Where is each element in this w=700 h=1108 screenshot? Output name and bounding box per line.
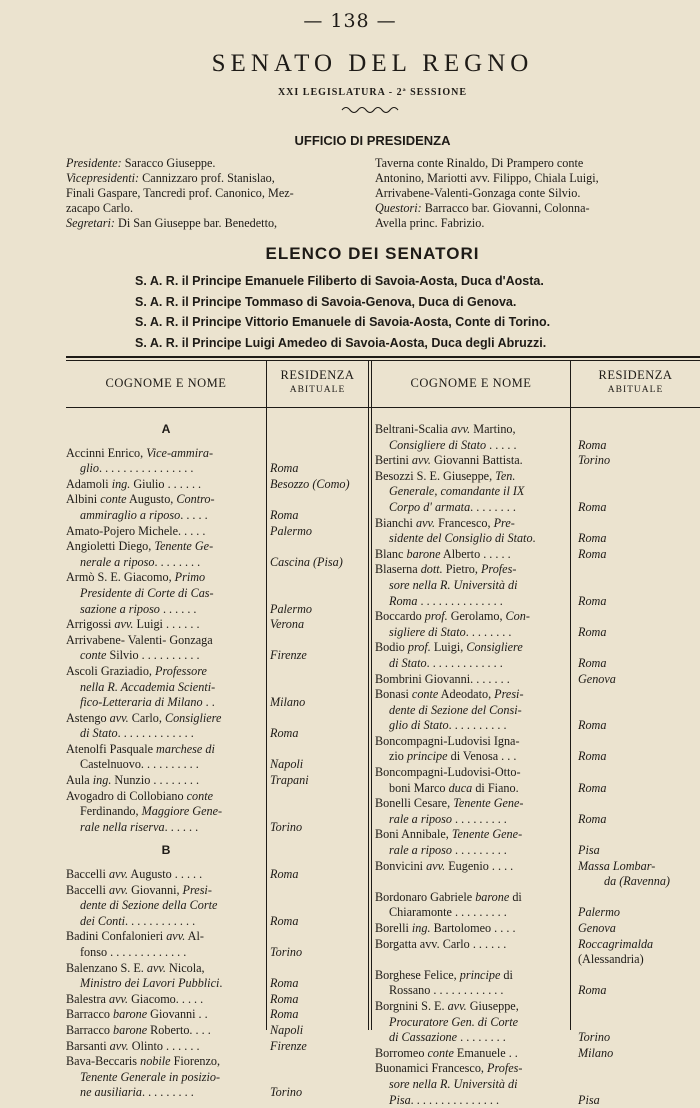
senator-entry-line: [375, 983, 607, 999]
presidenza-line: zacapo Carlo.: [66, 201, 133, 215]
senator-name: nerale a riposo. . . . . . . .: [80, 554, 201, 569]
senator-name: zio principe di Venosa . . .: [389, 749, 517, 764]
header-cognome-right: COGNOME E NOME: [410, 376, 532, 390]
senator-entry-line: [375, 936, 654, 953]
presidenza-line: Segretari: Di San Giuseppe bar. Benedetto,: [66, 216, 278, 230]
section-title-elenco: ELENCO DEI SENATORI: [265, 244, 480, 263]
senator-name: di Stato. . . . . . . . . . . . .: [80, 726, 194, 741]
prince-line: S. A. R. il Principe Emanuele Filiberto di Savoia-Aosta, Duca d'Aosta.: [135, 274, 544, 288]
senator-name: Blanc barone Alberto . . . . .: [375, 546, 511, 561]
senator-entry-line: [66, 913, 299, 930]
senator-entry-line: [375, 593, 607, 610]
table-header-rule: [66, 407, 700, 408]
residence: Torino: [270, 819, 303, 834]
senator-entry-line: [66, 898, 266, 914]
senator-entry-line: [375, 796, 570, 812]
senator-entry-line: [66, 633, 266, 649]
header-residenza-left: [267, 368, 368, 395]
senator-entry-line: [375, 1077, 570, 1093]
senator-name: Bodio prof. Luigi, Consigliere: [375, 640, 523, 655]
senator-name: Boncompagni-Ludovisi Igna-: [375, 733, 520, 748]
senator-name: Procuratore Gen. di Corte: [389, 1014, 519, 1029]
senator-entry-line: [66, 742, 266, 758]
senator-entry-line: [66, 601, 312, 618]
senator-entry-line: [66, 961, 266, 977]
senator-entry-line: [66, 1022, 304, 1039]
residence: Verona: [270, 617, 305, 632]
residence: Genova: [578, 671, 616, 686]
senator-name: boni Marco duca di Fiano.: [389, 780, 519, 795]
senator-name: sore nella R. Università di: [389, 577, 518, 592]
senator-name: Roma . . . . . . . . . . . . . .: [389, 593, 503, 608]
senator-entry-line: [375, 531, 607, 547]
senator-name: Tenente Generale in posizio-: [80, 1069, 221, 1084]
residence: Roma: [270, 461, 299, 476]
senator-name: fico-Letteraria di Milano . .: [80, 695, 215, 710]
senator-entry-line: [66, 804, 266, 820]
senator-entry-line: [375, 1015, 570, 1031]
residence: Trapani: [270, 773, 309, 788]
senator-entry-line: [375, 811, 607, 828]
table-top-rule-thin: [66, 360, 700, 361]
residence: Massa Lombar-: [578, 858, 656, 873]
presidenza-left-column: [66, 156, 364, 231]
residence: Roma: [270, 991, 299, 1006]
senator-entry-line: [375, 1061, 570, 1077]
residence: Roma: [578, 718, 607, 733]
senator-entry-line: [66, 819, 303, 836]
senator-entry-line: [375, 780, 607, 797]
senator-name: Castelnuovo. . . . . . . . . .: [80, 757, 199, 772]
senator-entry-line: [375, 734, 570, 750]
senator-entry-line: [66, 446, 266, 462]
senator-entry-line: [66, 680, 266, 696]
senator-name: Bertini avv. Giovanni Battista.: [375, 453, 523, 468]
presidenza-line: Questori: Barracco bar. Giovanni, Colonna-: [375, 201, 590, 215]
residence: Roma: [270, 507, 299, 522]
residence: Torino: [270, 1085, 303, 1100]
senator-name: Bordonaro Gabriele barone di: [375, 889, 522, 904]
column-divider: [266, 361, 267, 1030]
senator-name: Rossano . . . . . . . . . . . .: [389, 983, 504, 998]
senator-entry-line: [375, 921, 616, 937]
senator-entry-line: [375, 718, 607, 734]
senator-entry-line: [66, 883, 266, 899]
senator-entry-line: [375, 1092, 600, 1108]
senator-name: Armò S. E. Giacomo, Primo: [66, 570, 206, 585]
residence: Roccagrimalda: [578, 936, 654, 951]
senator-name: rale nella riserva. . . . . .: [80, 819, 199, 834]
senator-name: Boncompagni-Ludovisi-Otto-: [375, 765, 521, 780]
senator-entry-line: [375, 968, 570, 984]
senator-name: Barsanti avv. Olinto . . . . . .: [66, 1038, 200, 1053]
residence: Roma: [270, 726, 299, 741]
page-number: — 138 —: [303, 10, 397, 32]
spacer: [66, 859, 266, 867]
residence: Firenze: [270, 1038, 307, 1053]
senator-name: [375, 874, 378, 888]
spacer: [66, 438, 266, 446]
prince-line: S. A. R. il Principe Luigi Amedeo di Savoia-Aosta, Duca degli Abruzzi.: [135, 335, 547, 350]
senator-name: Ascoli Graziadio, Professore: [66, 663, 207, 678]
section-letter: A: [161, 422, 171, 436]
senator-entry-line: [375, 765, 570, 781]
senator-entry-line: [375, 422, 570, 438]
residence: Roma: [270, 867, 299, 882]
senator-entry-line: [375, 640, 570, 656]
residence: Roma: [578, 983, 607, 998]
presidenza-line: Finali Gaspare, Tancredi prof. Canonico, Mez-: [66, 186, 294, 200]
senator-entry-line: [66, 991, 299, 1008]
senator-name: sazione a riposo . . . . . .: [80, 601, 197, 616]
senator-name: Chiaramonte . . . . . . . . .: [389, 905, 507, 920]
senator-entry-line: [375, 687, 570, 703]
senator-entry-line: [66, 664, 266, 680]
senator-name: Presidente di Corte di Cas-: [80, 585, 214, 600]
senator-name: Corpo d' armata. . . . . . . .: [389, 499, 516, 514]
senator-entry-line: [66, 476, 350, 493]
senator-name: Bianchi avv. Francesco, Pre-: [375, 515, 515, 530]
senator-entry-line: [375, 671, 616, 688]
senator-name: dei Conti. . . . . . . . . . . .: [80, 913, 196, 928]
senator-name: Barracco barone Roberto. . . .: [66, 1022, 211, 1037]
residence: Palermo: [270, 523, 312, 538]
page-subtitle: XXI LEGISLATURA - 2ª SESSIONE: [277, 87, 468, 98]
senator-name: Bonelli Cesare, Tenente Gene-: [375, 796, 524, 811]
residence: Pisa: [578, 843, 600, 858]
senator-entry-line: [66, 1054, 266, 1070]
presidenza-line: Vicepresidenti: Cannizzaro prof. Stanislao,: [66, 171, 275, 185]
senator-entry-line: [375, 562, 570, 578]
senator-name: dente di Sezione della Corte: [80, 898, 218, 913]
senator-entry-line: [375, 905, 620, 921]
column-divider: [570, 361, 571, 1030]
senator-entry-line: [375, 890, 570, 906]
residence: Roma: [578, 811, 607, 826]
header-cognome-left: COGNOME E NOME: [105, 376, 227, 390]
senator-name: Badini Confalonieri avv. Al-: [66, 929, 204, 944]
residence: Palermo: [578, 905, 620, 920]
senator-entry-line: [66, 867, 299, 883]
senator-entry-line: [375, 1030, 611, 1046]
senator-name: Borghese Felice, principe di: [375, 967, 513, 982]
senator-name: rale a riposo . . . . . . . . .: [389, 843, 507, 858]
senator-name: Ferdinando, Maggiore Gene-: [80, 804, 223, 819]
presidenza-line: Avella princ. Fabrizio.: [375, 216, 485, 230]
senator-name: Generale, comandante il IX: [389, 484, 525, 499]
section-title-ufficio: UFFICIO DI PRESIDENZA: [294, 133, 451, 148]
senator-entry-line: [66, 757, 304, 773]
senator-name: Borromeo conte Emanuele . .: [375, 1045, 518, 1060]
senator-name: dente di Sezione del Consi-: [389, 702, 522, 717]
residence: Roma: [578, 624, 607, 639]
senator-entry-line: [66, 929, 266, 945]
residence: Torino: [578, 453, 611, 468]
senator-entry-line: [66, 539, 266, 555]
senator-name: [375, 952, 378, 966]
senator-name: Amato-Pojero Michele. . . . .: [66, 523, 206, 538]
senator-name: sigliere di Stato. . . . . . . .: [389, 624, 512, 639]
senator-name: Avogadro di Collobiano conte: [66, 788, 214, 803]
residence: da (Ravenna): [604, 874, 670, 889]
header-residenza-label: RESIDENZA: [280, 368, 355, 382]
senator-entry-line: [375, 749, 607, 765]
residence: Torino: [578, 1030, 611, 1045]
senators-list-right: [375, 422, 670, 1108]
senator-entry-line: [375, 469, 570, 485]
senator-entry-line: [66, 586, 266, 602]
residence: Palermo: [270, 601, 312, 616]
senator-entry-line: [375, 484, 570, 500]
senator-name: glio. . . . . . . . . . . . . . . .: [80, 461, 194, 476]
residence: Pisa: [578, 1092, 600, 1107]
senator-name: Borgnini S. E. avv. Giuseppe,: [375, 998, 519, 1013]
presidenza-line: Arrivabene-Valenti-Gonzaga conte Silvio.: [375, 186, 581, 200]
section-letter: B: [161, 843, 171, 858]
residence: Roma: [578, 593, 607, 608]
senator-entry-line: [375, 843, 600, 859]
senator-name: Angioletti Diego, Tenente Ge-: [66, 539, 214, 554]
senator-name: Albini conte Augusto, Contro-: [66, 492, 215, 507]
senator-entry-line: [375, 874, 670, 890]
residence: Napoli: [270, 1022, 304, 1037]
senator-name: Pisa. . . . . . . . . . . . . . .: [389, 1092, 500, 1107]
senator-name: Astengo avv. Carlo, Consigliere: [66, 710, 222, 725]
senator-name: ne ausiliaria. . . . . . . . .: [80, 1085, 194, 1100]
residence: (Alessandria): [578, 952, 644, 967]
senator-entry-line: [66, 1038, 307, 1055]
presidenza-line: Antonino, Mariotti avv. Filippo, Chiala Luigi,: [375, 171, 599, 185]
spacer: [66, 835, 266, 843]
senator-name: glio di Stato. . . . . . . . . .: [389, 718, 507, 733]
senator-name: Arrivabene- Valenti- Gonzaga: [66, 632, 213, 647]
senator-entry-line: [66, 945, 303, 961]
senator-entry-line: [66, 1070, 266, 1086]
residence: Roma: [270, 1007, 299, 1022]
header-abituale-label: ABITUALE: [607, 385, 664, 395]
residence: Milano: [270, 695, 306, 710]
senator-entry-line: [66, 695, 306, 711]
senator-entry-line: [375, 1045, 614, 1062]
senator-name: Boni Annibale, Tenente Gene-: [375, 827, 523, 842]
senator-entry-line: [66, 461, 299, 477]
page-title: SENATO DEL REGNO: [211, 50, 534, 77]
residence: Roma: [578, 749, 607, 764]
senator-entry-line: [66, 554, 343, 571]
senator-name: conte Silvio . . . . . . . . . .: [80, 648, 200, 663]
senator-entry-line: [375, 624, 607, 641]
princes-list: [135, 271, 655, 353]
senator-name: Atenolfi Pasquale marchese di: [66, 741, 215, 756]
senator-entry-line: [375, 655, 607, 672]
senator-name: Bombrini Giovanni. . . . . . .: [375, 671, 510, 686]
residence: Roma: [270, 976, 299, 991]
senator-name: Balestra avv. Giacomo. . . . .: [66, 991, 204, 1006]
senator-name: Baccelli avv. Augusto . . . . .: [66, 867, 203, 882]
senator-entry-line: [375, 952, 644, 968]
residence: Firenze: [270, 648, 307, 663]
header-residenza-label: RESIDENZA: [598, 368, 673, 382]
senator-entry-line: [375, 546, 607, 563]
residence: Cascina (Pisa): [270, 554, 343, 569]
senator-entry-line: [66, 648, 307, 664]
residence: Roma: [578, 531, 607, 546]
senator-name: Baccelli avv. Giovanni, Presi-: [66, 882, 212, 897]
senator-name: di Cassazione . . . . . . . .: [389, 1030, 506, 1045]
senator-name: nella R. Accademia Scienti-: [80, 679, 216, 694]
senator-entry-line: [375, 499, 607, 516]
senator-entry-line: [66, 773, 309, 789]
senator-entry-line: [375, 437, 607, 454]
column-divider: [371, 361, 372, 1030]
senator-entry-line: [66, 976, 299, 992]
senator-name: Buonamici Francesco, Profes-: [375, 1061, 523, 1076]
senator-name: fonso . . . . . . . . . . . . .: [80, 945, 187, 959]
senator-entry-line: [375, 609, 570, 625]
senator-entry-line: [66, 523, 312, 540]
residence: Milano: [578, 1045, 614, 1060]
senator-name: Accinni Enrico, Vice-ammira-: [66, 445, 213, 460]
senator-entry-line: [66, 726, 299, 742]
senator-name: Ministro dei Lavori Pubblici.: [80, 976, 223, 991]
senator-name: Borelli ing. Bartolomeo . . . .: [375, 921, 516, 935]
residence: Besozzo (Como): [270, 476, 350, 491]
senator-name: rale a riposo . . . . . . . . .: [389, 811, 507, 826]
senators-list-left: [66, 422, 350, 1101]
senator-name: Beltrani-Scalia avv. Martino,: [375, 422, 516, 436]
senator-entry-line: [375, 578, 570, 594]
senator-name: Bonasi conte Adeodato, Presi-: [375, 687, 524, 702]
senator-entry-line: [375, 516, 570, 532]
senator-name: Boccardo prof. Gerolamo, Con-: [375, 609, 530, 624]
residence: Roma: [578, 499, 607, 514]
residence: Roma: [578, 437, 607, 452]
ornament-flourish-icon: [340, 104, 400, 116]
residence: Roma: [270, 913, 299, 928]
senator-entry-line: [375, 703, 570, 719]
senator-name: Bava-Beccaris nobile Fiorenzo,: [66, 1054, 220, 1069]
senator-entry-line: [66, 1085, 303, 1101]
residence: Roma: [578, 780, 607, 795]
senator-name: Balenzano S. E. avv. Nicola,: [66, 960, 205, 975]
prince-line: S. A. R. il Principe Vittorio Emanuele di Savoia-Aosta, Conte di Torino.: [135, 315, 551, 329]
senator-entry-line: [66, 570, 266, 586]
residence: Torino: [270, 945, 303, 959]
presidenza-line: Taverna conte Rinaldo, Di Prampero conte: [375, 156, 584, 170]
senator-name: Borgatta avv. Carlo . . . . . .: [375, 936, 507, 951]
senator-name: Barracco barone Giovanni . .: [66, 1007, 208, 1022]
senator-name: Blaserna dott. Pietro, Profes-: [375, 562, 517, 577]
residence: Roma: [578, 655, 607, 670]
senator-name: sore nella R. Università di: [389, 1076, 518, 1091]
presidenza-line: Presidente: Saracco Giuseppe.: [66, 156, 216, 170]
senator-name: Arrigossi avv. Luigi . . . . . .: [66, 617, 200, 632]
header-abituale-label: ABITUALE: [289, 385, 346, 395]
senator-entry-line: [375, 827, 570, 843]
senator-entry-line: [66, 789, 266, 805]
presidenza-right-column: [375, 156, 675, 231]
senator-name: Consigliere di Stato . . . . .: [389, 437, 517, 452]
senator-name: Adamoli ing. Giulio . . . . . .: [66, 476, 202, 491]
senator-name: Aula ing. Nunzio . . . . . . . .: [66, 773, 200, 788]
senator-entry-line: [375, 999, 570, 1015]
residence: Napoli: [270, 757, 304, 772]
senator-entry-line: [66, 492, 266, 508]
senator-entry-line: [66, 1007, 299, 1023]
table-top-rule: [66, 356, 700, 358]
header-residenza-right: [571, 368, 700, 395]
residence: Roma: [578, 546, 607, 561]
senator-name: ammiraglio a riposo. . . . .: [80, 507, 208, 522]
prince-line: S. A. R. il Principe Tommaso di Savoia-Genova, Duca di Genova.: [135, 294, 517, 309]
senator-name: Besozzi S. E. Giuseppe, Ten.: [375, 468, 516, 483]
column-divider: [368, 361, 369, 1030]
senator-entry-line: [375, 858, 656, 875]
residence: Genova: [578, 921, 616, 935]
senator-name: Bonvicini avv. Eugenio . . . .: [375, 858, 514, 873]
senator-name: di Stato. . . . . . . . . . . . .: [389, 655, 503, 670]
senator-entry-line: [66, 507, 299, 524]
senator-entry-line: [66, 617, 305, 633]
senator-entry-line: [66, 711, 266, 727]
senator-entry-line: [375, 453, 611, 469]
senator-name: sidente del Consiglio di Stato.: [389, 531, 536, 546]
